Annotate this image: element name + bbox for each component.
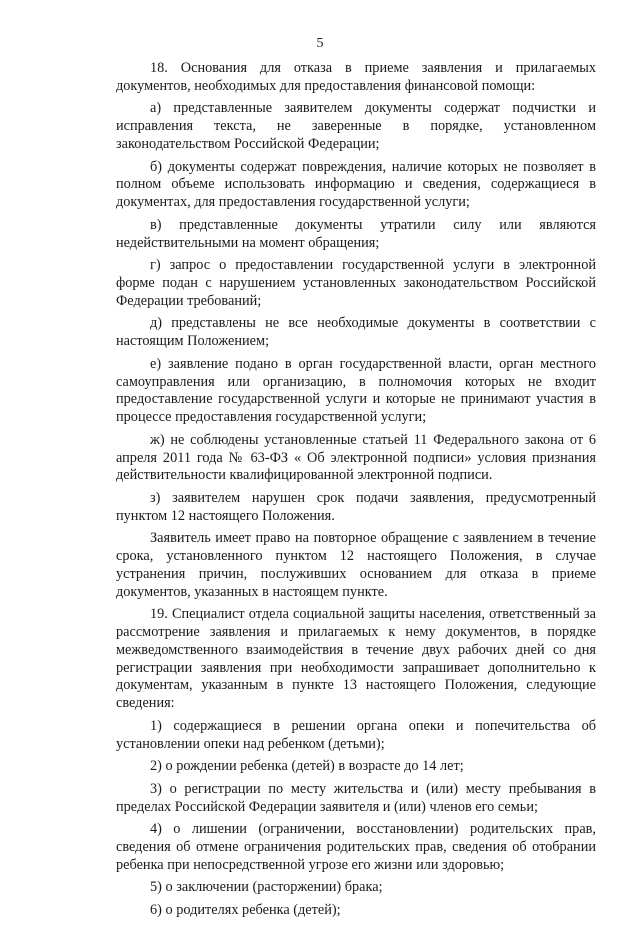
paragraph-item-5: 5) о заключении (расторжении) брака; [150,879,383,896]
paragraph-item-d: д) представлены не все необходимые документы в соответствии с настоящим Положением; [116,315,596,350]
paragraph-item-zh: ж) не соблюдены установленные статьей 11 Федерального закона от 6 апреля 2011 года № 63-ФЗ « Об электронной подписи» условия признания действительности квалифицированной электронной подписи. [116,431,596,484]
paragraph-item-b: б) документы содержат повреждения, наличие которых не позволяет в полном объеме использовать информацию и сведения, содержащиеся в документах, для предоставления государственной услуги; [116,158,596,211]
page-number: 5 [316,36,324,51]
paragraph-18-heading: 18. Основания для отказа в приеме заявления и прилагаемых документов, необходимых для предоставления финансовой помощи: [116,60,596,94]
document-body [116,60,596,925]
paragraph-item-a: а) представленные заявителем документы содержат подчистки и исправления текста, не заверенные в порядке, установленном законодательством Российской Федерации; [116,100,596,152]
paragraph-item-4: 4) о лишении (ограничении, восстановлении) родительских прав, сведения об отмене ограничения родительских прав, сведения об отобрании ребенка при непосредственной угрозе его жизни или здоровью; [116,821,596,873]
paragraph-item-v: в) представленные документы утратили силу или являются недействительными на момент обращения; [116,216,596,251]
paragraph-item-2: 2) о рождении ребенка (детей) в возрасте до 14 лет; [150,758,464,775]
paragraph-reapply: Заявитель имеет право на повторное обращение с заявлением в течение срока, установленного пунктом 12 настоящего Положения, в случае устранения причин, послуживших основанием для отказа в приеме документов, указанных в настоящем пункте. [116,530,596,600]
paragraph-item-e: е) заявление подано в орган государственной власти, орган местного самоуправления или организацию, в полномочия которых не входит предоставление государственной услуги и которые не принимают участия в процессе предоставления государственной услуги; [116,355,596,426]
paragraph-item-6: 6) о родителях ребенка (детей); [150,902,341,919]
paragraph-item-g: г) запрос о предоставлении государственной услуги в электронной форме подан с нарушением установленных законодательством Российской Федерации требований; [116,257,596,309]
paragraph-item-3: 3) о регистрации по месту жительства и (или) месту пребывания в пределах Российской Федерации заявителя и (или) членов его семьи; [116,780,596,815]
paragraph-item-z: з) заявителем нарушен срок подачи заявления, предусмотренный пунктом 12 настоящего Положения. [116,489,596,524]
paragraph-item-1: 1) содержащиеся в решении органа опеки и попечительства об установлении опеки над ребенком (детьми); [116,717,596,752]
paragraph-19-heading: 19. Специалист отдела социальной защиты населения, ответственный за рассмотрение заявления и прилагаемых к нему документов, в порядке межведомственного взаимодействия в течение двух рабочих дней со дня регистрации заявления при необходимости запрашивает дополнительно к документам, указанным в пункте 13 настоящего Положения, следующие сведения: [116,606,596,712]
